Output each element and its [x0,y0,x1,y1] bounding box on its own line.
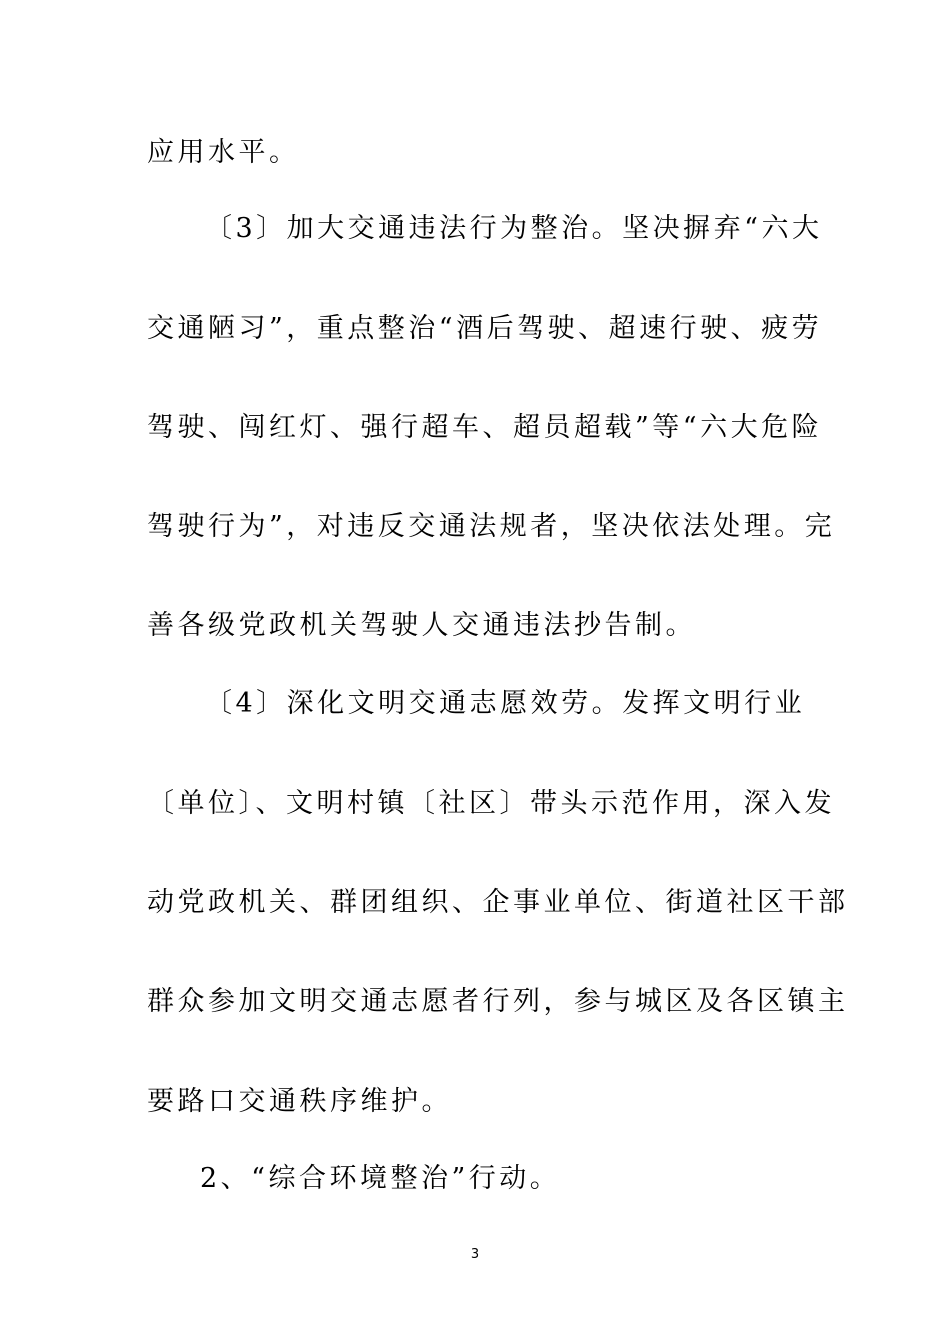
paragraph-line: 〔3〕加大交通违法行为整治。坚决摒弃“六大 [205,213,823,244]
paragraph-line: 动党政机关、群团组织、企事业单位、街道社区干部 [147,887,849,918]
paragraph-line: 〔4〕深化文明交通志愿效劳。发挥文明行业 [205,688,806,719]
paragraph-line: 群众参加文明交通志愿者行列，参与城区及各区镇主 [147,986,849,1017]
paragraph-line: 要路口交通秩序维护。 [147,1086,452,1117]
paragraph-line: 〔单位〕、文明村镇〔社区〕带头示范作用，深入发 [147,788,835,819]
paragraph-line: 善各级党政机关驾驶人交通违法抄告制。 [147,610,696,641]
paragraph-line: 交通陋习”，重点整治“酒后驾驶、超速行驶、疲劳 [147,313,823,344]
paragraph-line: 驾驶、闯红灯、强行超车、超员超载”等“六大危险 [147,412,823,443]
page-number: 3 [470,1247,480,1262]
paragraph-line: 驾驶行为”，对违反交通法规者，坚决依法处理。完 [147,511,836,542]
section-heading: 2、“综合环境整治”行动。 [200,1163,561,1194]
paragraph-line: 应用水平。 [147,137,300,168]
